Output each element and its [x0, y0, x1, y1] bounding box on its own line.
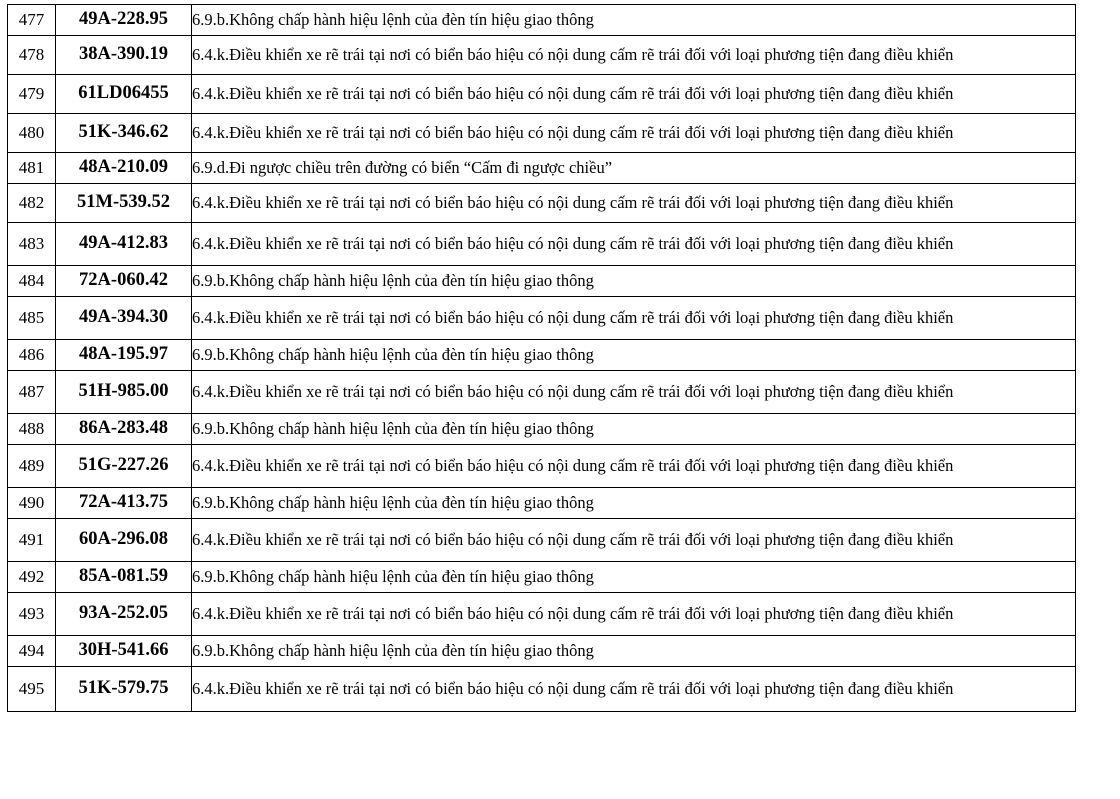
row-description-text: 6.4.k.Điều khiển xe rẽ trái tại nơi có biển báo hiệu có nội dung cấm rẽ trái đối với loại phương tiện đang điều khiển [192, 529, 954, 549]
row-description [192, 340, 1076, 371]
row-index: 487 [8, 371, 56, 414]
row-description-text: 6.4.k.Điều khiển xe rẽ trái tại nơi có biển báo hiệu có nội dung cấm rẽ trái đối với loại phương tiện đang điều khiển [192, 44, 954, 64]
row-index: 479 [8, 75, 56, 114]
table-row [8, 636, 1076, 667]
row-index: 481 [8, 153, 56, 184]
row-description [192, 636, 1076, 667]
row-description-text: 6.4.k.Điều khiển xe rẽ trái tại nơi có biển báo hiệu có nội dung cấm rẽ trái đối với loại phương tiện đang điều khiển [192, 192, 954, 212]
row-index: 491 [8, 519, 56, 562]
row-description-text: 6.9.b.Không chấp hành hiệu lệnh của đèn tín hiệu giao thông [192, 9, 594, 29]
table-row [8, 297, 1076, 340]
row-description-text: 6.9.d.Đi ngược chiều trên đường có biển “Cấm đi ngược chiều” [192, 157, 613, 177]
row-plate: 86A-283.48 [56, 414, 192, 445]
row-plate: 61LD06455 [56, 75, 192, 114]
row-plate: 49A-228.95 [56, 5, 192, 36]
row-index: 493 [8, 593, 56, 636]
row-description [192, 114, 1076, 153]
row-index: 488 [8, 414, 56, 445]
row-index: 484 [8, 266, 56, 297]
row-description [192, 5, 1076, 36]
row-plate: 72A-413.75 [56, 488, 192, 519]
row-description [192, 371, 1076, 414]
row-plate: 48A-210.09 [56, 153, 192, 184]
violations-table [7, 4, 1076, 712]
row-plate: 60A-296.08 [56, 519, 192, 562]
row-description-text: 6.9.b.Không chấp hành hiệu lệnh của đèn tín hiệu giao thông [192, 418, 594, 438]
row-index: 494 [8, 636, 56, 667]
row-index: 492 [8, 562, 56, 593]
table-row [8, 153, 1076, 184]
row-description-text: 6.4.k.Điều khiển xe rẽ trái tại nơi có biển báo hiệu có nội dung cấm rẽ trái đối với loại phương tiện đang điều khiển [192, 678, 954, 698]
row-index: 480 [8, 114, 56, 153]
table-row [8, 184, 1076, 223]
table-row [8, 667, 1076, 712]
row-plate: 51H-985.00 [56, 371, 192, 414]
row-description [192, 184, 1076, 223]
row-plate: 48A-195.97 [56, 340, 192, 371]
row-description [192, 153, 1076, 184]
table-row [8, 36, 1076, 75]
row-plate: 38A-390.19 [56, 36, 192, 75]
row-description-text: 6.4.k.Điều khiển xe rẽ trái tại nơi có biển báo hiệu có nội dung cấm rẽ trái đối với loại phương tiện đang điều khiển [192, 603, 954, 623]
row-plate: 30H-541.66 [56, 636, 192, 667]
row-description-text: 6.4.k.Điều khiển xe rẽ trái tại nơi có biển báo hiệu có nội dung cấm rẽ trái đối với loại phương tiện đang điều khiển [192, 455, 954, 475]
row-description [192, 223, 1076, 266]
row-description [192, 75, 1076, 114]
table-row [8, 593, 1076, 636]
row-index: 495 [8, 667, 56, 712]
row-plate: 49A-394.30 [56, 297, 192, 340]
table-row [8, 266, 1076, 297]
table-row [8, 371, 1076, 414]
table-row [8, 414, 1076, 445]
row-plate: 51K-579.75 [56, 667, 192, 712]
row-description [192, 593, 1076, 636]
row-description [192, 488, 1076, 519]
row-index: 483 [8, 223, 56, 266]
violations-table-body [8, 5, 1076, 712]
row-plate: 85A-081.59 [56, 562, 192, 593]
row-description [192, 266, 1076, 297]
row-plate: 72A-060.42 [56, 266, 192, 297]
table-row [8, 488, 1076, 519]
row-description-text: 6.4.k.Điều khiển xe rẽ trái tại nơi có biển báo hiệu có nội dung cấm rẽ trái đối với loại phương tiện đang điều khiển [192, 307, 954, 327]
table-row [8, 519, 1076, 562]
row-description-text: 6.4.k.Điều khiển xe rẽ trái tại nơi có biển báo hiệu có nội dung cấm rẽ trái đối với loại phương tiện đang điều khiển [192, 122, 954, 142]
row-description [192, 445, 1076, 488]
row-index: 482 [8, 184, 56, 223]
row-description [192, 519, 1076, 562]
table-row [8, 562, 1076, 593]
row-index: 489 [8, 445, 56, 488]
table-row [8, 75, 1076, 114]
row-description-text: 6.9.b.Không chấp hành hiệu lệnh của đèn tín hiệu giao thông [192, 640, 594, 660]
row-description-text: 6.9.b.Không chấp hành hiệu lệnh của đèn tín hiệu giao thông [192, 492, 594, 512]
row-description-text: 6.4.k.Điều khiển xe rẽ trái tại nơi có biển báo hiệu có nội dung cấm rẽ trái đối với loại phương tiện đang điều khiển [192, 83, 954, 103]
row-plate: 49A-412.83 [56, 223, 192, 266]
row-plate: 93A-252.05 [56, 593, 192, 636]
row-description [192, 667, 1076, 712]
row-index: 485 [8, 297, 56, 340]
row-description-text: 6.9.b.Không chấp hành hiệu lệnh của đèn tín hiệu giao thông [192, 566, 594, 586]
table-row [8, 340, 1076, 371]
row-description-text: 6.4.k.Điều khiển xe rẽ trái tại nơi có biển báo hiệu có nội dung cấm rẽ trái đối với loại phương tiện đang điều khiển [192, 233, 954, 253]
row-description [192, 414, 1076, 445]
row-plate: 51G-227.26 [56, 445, 192, 488]
row-index: 490 [8, 488, 56, 519]
row-description [192, 36, 1076, 75]
row-plate: 51K-346.62 [56, 114, 192, 153]
row-plate: 51M-539.52 [56, 184, 192, 223]
row-description [192, 562, 1076, 593]
row-description-text: 6.4.k.Điều khiển xe rẽ trái tại nơi có biển báo hiệu có nội dung cấm rẽ trái đối với loại phương tiện đang điều khiển [192, 381, 954, 401]
table-row [8, 445, 1076, 488]
row-index: 486 [8, 340, 56, 371]
table-row [8, 114, 1076, 153]
row-index: 477 [8, 5, 56, 36]
row-description-text: 6.9.b.Không chấp hành hiệu lệnh của đèn tín hiệu giao thông [192, 270, 594, 290]
table-row [8, 5, 1076, 36]
row-description [192, 297, 1076, 340]
row-index: 478 [8, 36, 56, 75]
row-description-text: 6.9.b.Không chấp hành hiệu lệnh của đèn tín hiệu giao thông [192, 344, 594, 364]
table-row [8, 223, 1076, 266]
